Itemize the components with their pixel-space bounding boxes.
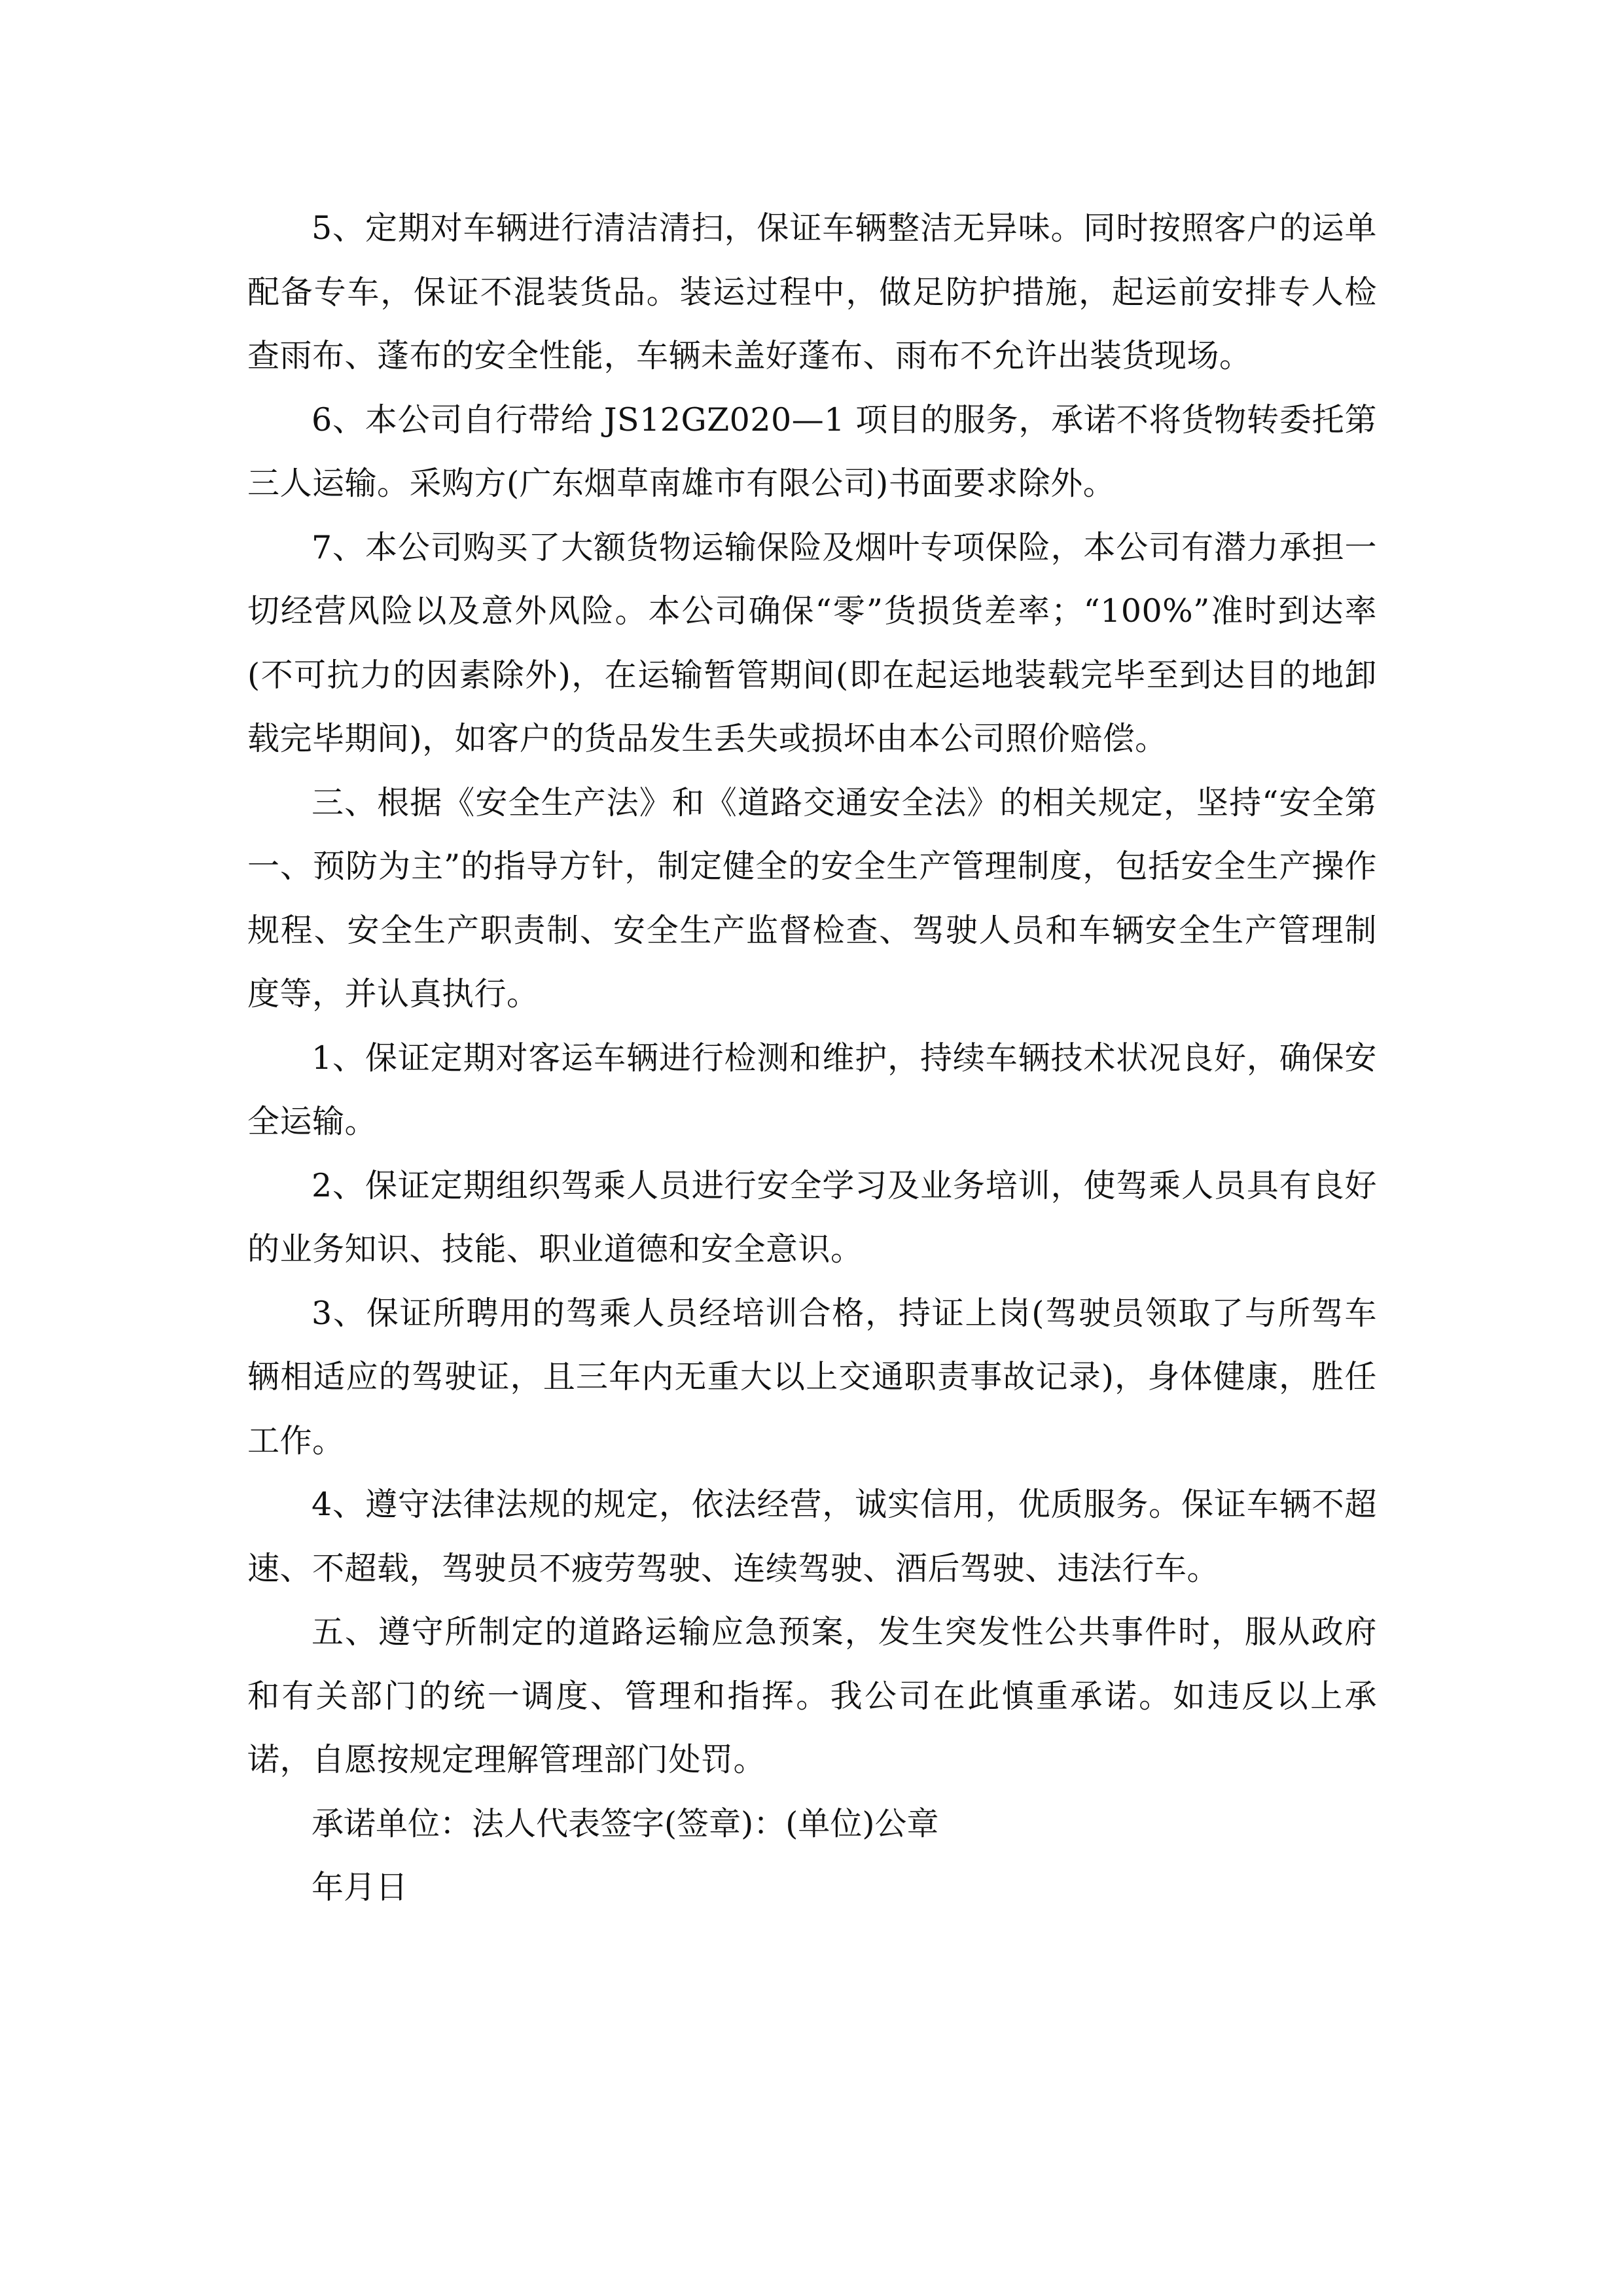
document-body — [247, 196, 1377, 1920]
paragraph-clause-6: 6、本公司自行带给 JS12GZ020—1 项目的服务，承诺不将货物转委托第三人运输。采购方(广东烟草南雄市有限公司)书面要求除外。 — [247, 401, 1377, 502]
paragraph-clause-7: 7、本公司购买了大额货物运输保险及烟叶专项保险，本公司有潜力承担一切经营风险以及意外风险。本公司确保“零”货损货差率；“100%”准时到达率(不可抗力的因素除外)，在运输暂管期间(即在起运地装载完毕至到达目的地卸载完毕期间)，如客户的货品发生丢失或损坏由本公司照价赔偿。 — [247, 528, 1377, 757]
paragraph-item-1: 1、保证定期对客运车辆进行检测和维护，持续车辆技术状况良好，确保安全运输。 — [247, 1039, 1377, 1140]
paragraph-item-4: 4、遵守法律法规的规定，依法经营，诚实信用，优质服务。保证车辆不超速、不超载，驾驶员不疲劳驾驶、连续驾驶、酒后驾驶、违法行车。 — [247, 1486, 1377, 1587]
paragraph-section-3: 三、根据《安全生产法》和《道路交通安全法》的相关规定，坚持“安全第一、预防为主”的指导方针，制定健全的安全生产管理制度，包括安全生产操作规程、安全生产职责制、安全生产监督检查、驾驶人员和车辆安全生产管理制度等，并认真执行。 — [247, 783, 1377, 1013]
paragraph-item-2: 2、保证定期组织驾乘人员进行安全学习及业务培训，使驾乘人员具有良好的业务知识、技能、职业道德和安全意识。 — [247, 1166, 1377, 1268]
date-line: 年月日 — [312, 1869, 408, 1906]
signature-line: 承诺单位：法人代表签字(签章)：(单位)公章 — [312, 1804, 939, 1842]
paragraph-item-3: 3、保证所聘用的驾乘人员经培训合格，持证上岗(驾驶员领取了与所驾车辆相适应的驾驶证，且三年内无重大以上交通职责事故记录)，身体健康，胜任工作。 — [247, 1294, 1377, 1460]
paragraph-section-5: 五、遵守所制定的道路运输应急预案，发生突发性公共事件时，服从政府和有关部门的统一调度、管理和指挥。我公司在此慎重承诺。如违反以上承诺，自愿按规定理解管理部门处罚。 — [247, 1613, 1377, 1778]
paragraph-clause-5: 5、定期对车辆进行清洁清扫，保证车辆整洁无异味。同时按照客户的运单配备专车，保证不混装货品。装运过程中，做足防护措施，起运前安排专人检查雨布、蓬布的安全性能，车辆未盖好蓬布、雨布不允许出装货现场。 — [247, 209, 1377, 374]
